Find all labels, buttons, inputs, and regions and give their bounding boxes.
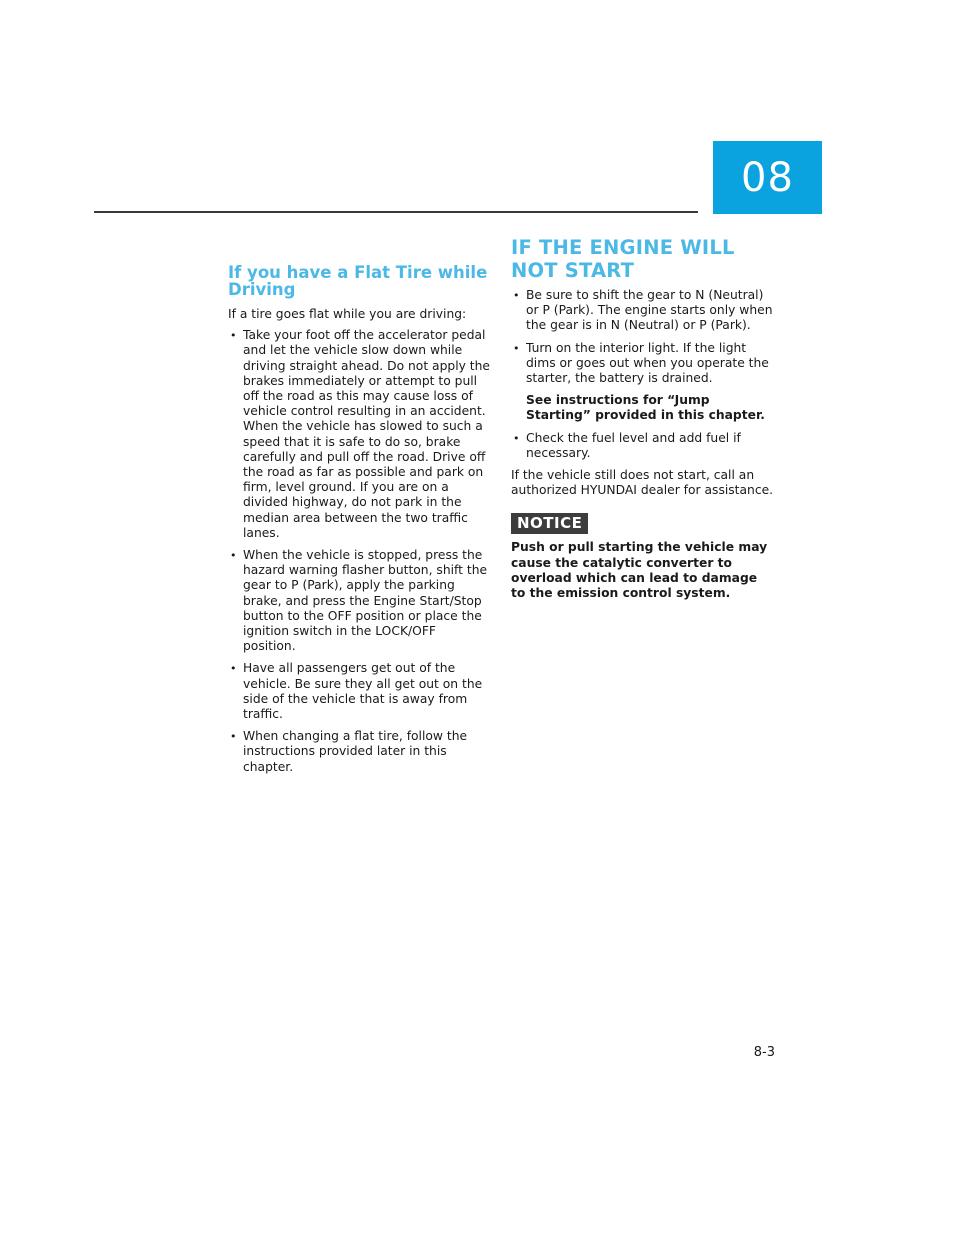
- flat-tire-list: [228, 328, 490, 775]
- list-item: [511, 431, 775, 461]
- list-item: • Have all passengers get out of the vehicle. Be sure they all get out on the side of the vehicle that is away from traffic.: [228, 661, 490, 722]
- notice-text: Push or pull starting the vehicle may cause the catalytic converter to overload which can lead to damage to the emission control system.: [511, 540, 768, 601]
- notice-badge: NOTICE: [511, 513, 588, 534]
- page-number: 8-3: [753, 1045, 775, 1060]
- list-item-text: Turn on the interior light. If the light dims or goes out when you operate the starter, the battery is drained.: [526, 340, 769, 386]
- list-item-text: Be sure to shift the gear to N (Neutral) or P (Park). The engine starts only when the gear is in N (Neutral) or P (Park).: [526, 288, 773, 333]
- list-item: • When changing a flat tire, follow the instructions provided later in this chapter.: [228, 729, 490, 775]
- jump-start-reference: See instructions for “Jump Starting” provided in this chapter.: [526, 393, 765, 423]
- dealer-assistance-text: If the vehicle still does not start, call an authorized HYUNDAI dealer for assistance.: [511, 468, 774, 498]
- header-rule: [94, 211, 698, 213]
- flat-tire-intro: If a tire goes flat while you are driving:: [228, 307, 467, 321]
- chapter-number: 08: [741, 154, 794, 201]
- chapter-tab: [713, 141, 822, 214]
- engine-start-list: [511, 288, 775, 461]
- left-column: [228, 264, 490, 782]
- list-item-text: Check the fuel level and add fuel if necessary.: [526, 430, 741, 460]
- engine-start-heading: IF THE ENGINE WILL NOT START: [511, 236, 735, 282]
- list-item: • Take your foot off the accelerator pedal and let the vehicle slow down while driving straight ahead. Do not apply the brakes immediately or attempt to pull off the road as this may cause loss of vehicle control resulting in an accident. When the vehicle has slowed to such a speed that it is safe to do so, brake carefully and pull off the road. Drive off the road as far as possible and park on firm, level ground. If you are on a divided highway, do not park in the median area between the two traffic lanes.: [228, 328, 490, 541]
- list-item: [511, 288, 775, 334]
- right-column: [511, 236, 775, 601]
- list-item: [511, 341, 775, 424]
- list-item: • When the vehicle is stopped, press the hazard warning flasher button, shift the gear to P (Park), apply the parking brake, and press the Engine Start/Stop button to the OFF position or place the ignition switch in the LOCK/OFF position.: [228, 548, 490, 654]
- flat-tire-heading: If you have a Flat Tire while Driving: [228, 263, 488, 299]
